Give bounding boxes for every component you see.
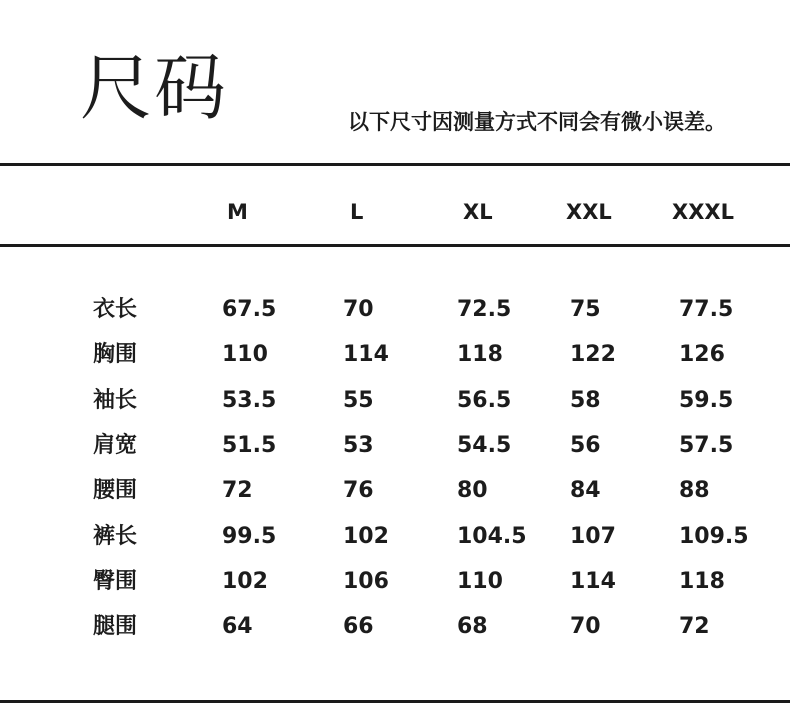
cell-xxxl: 118 [679, 569, 725, 594]
size-header-m: M [227, 200, 248, 224]
row-label: 裤长 [93, 524, 138, 549]
cell-xxl: 56 [570, 433, 601, 458]
cell-xl: 56.5 [457, 388, 512, 413]
page-title: 尺码 [80, 46, 229, 130]
top-divider [0, 163, 790, 166]
cell-xxxl: 57.5 [679, 433, 734, 458]
cell-xxxl: 109.5 [679, 524, 749, 549]
cell-m: 102 [222, 569, 268, 594]
cell-m: 67.5 [222, 297, 277, 322]
row-label: 腿围 [93, 614, 138, 639]
cell-xxl: 58 [570, 388, 601, 413]
cell-l: 55 [343, 388, 374, 413]
table-row [0, 431, 790, 461]
bottom-divider [0, 700, 790, 703]
cell-xxl: 114 [570, 569, 616, 594]
row-label: 腰围 [93, 478, 138, 503]
table-row [0, 386, 790, 416]
size-header-xl: XL [463, 200, 493, 224]
cell-xxl: 107 [570, 524, 616, 549]
measurement-note: 以下尺寸因测量方式不同会有微小误差。 [348, 110, 726, 134]
cell-xl: 72.5 [457, 297, 512, 322]
row-label: 肩宽 [93, 433, 138, 458]
cell-l: 106 [343, 569, 389, 594]
cell-l: 70 [343, 297, 374, 322]
table-row [0, 295, 790, 325]
cell-l: 53 [343, 433, 374, 458]
row-label: 衣长 [93, 297, 138, 322]
cell-xl: 110 [457, 569, 503, 594]
table-row [0, 476, 790, 506]
size-header-xxxl: XXXL [672, 200, 734, 224]
table-row [0, 340, 790, 370]
cell-xxl: 70 [570, 614, 601, 639]
size-header-l: L [350, 200, 364, 224]
cell-m: 110 [222, 342, 268, 367]
cell-xl: 104.5 [457, 524, 527, 549]
cell-xxxl: 72 [679, 614, 710, 639]
cell-xl: 54.5 [457, 433, 512, 458]
cell-m: 53.5 [222, 388, 277, 413]
row-label: 臀围 [93, 569, 138, 594]
cell-xxxl: 77.5 [679, 297, 734, 322]
cell-l: 102 [343, 524, 389, 549]
cell-m: 99.5 [222, 524, 277, 549]
cell-m: 72 [222, 478, 253, 503]
cell-xxxl: 59.5 [679, 388, 734, 413]
row-label: 胸围 [93, 342, 138, 367]
cell-xxxl: 88 [679, 478, 710, 503]
cell-xxl: 75 [570, 297, 601, 322]
cell-xxl: 122 [570, 342, 616, 367]
cell-xxl: 84 [570, 478, 601, 503]
row-label: 袖长 [93, 388, 138, 413]
cell-m: 64 [222, 614, 253, 639]
cell-l: 66 [343, 614, 374, 639]
cell-xl: 68 [457, 614, 488, 639]
cell-l: 76 [343, 478, 374, 503]
cell-l: 114 [343, 342, 389, 367]
table-row [0, 567, 790, 597]
table-row [0, 612, 790, 642]
cell-xxxl: 126 [679, 342, 725, 367]
cell-xl: 80 [457, 478, 488, 503]
table-row [0, 522, 790, 552]
cell-xl: 118 [457, 342, 503, 367]
size-header-xxl: XXL [566, 200, 612, 224]
header-divider [0, 244, 790, 247]
cell-m: 51.5 [222, 433, 277, 458]
